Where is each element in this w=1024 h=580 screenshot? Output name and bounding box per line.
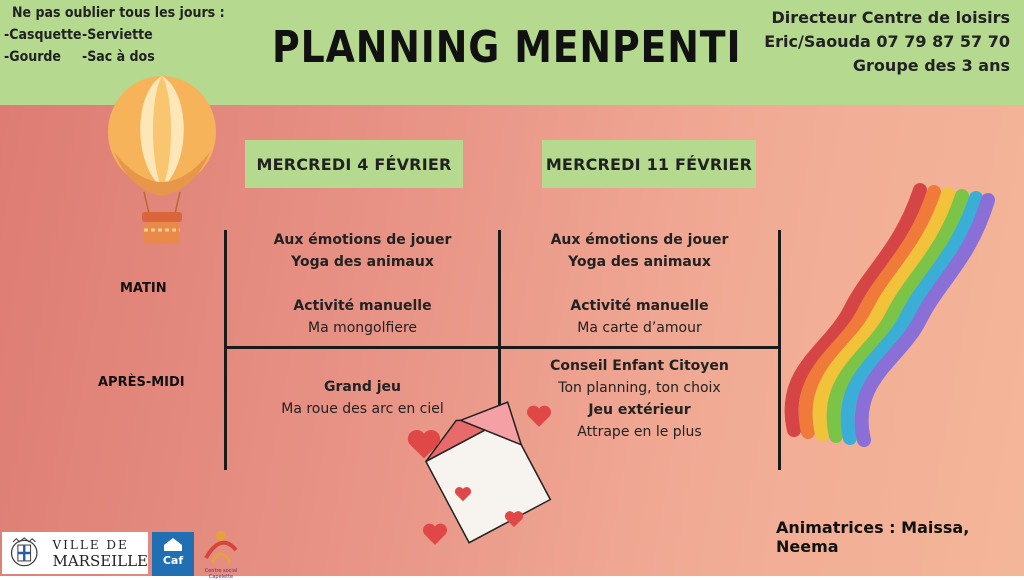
heart-icon — [504, 510, 524, 528]
reminder-item: -Gourde — [4, 49, 61, 65]
row-label-apres-midi: APRÈS-MIDI — [98, 375, 185, 390]
activity-detail: Ma carte d’amour — [577, 320, 702, 336]
director-info — [764, 6, 1010, 78]
activity-title: Conseil Enfant Citoyen — [550, 358, 729, 374]
grid-line-horizontal — [224, 346, 781, 349]
page-title: PLANNING MENPENTI — [272, 22, 742, 73]
activity-detail: Ma roue des arc en ciel — [281, 401, 444, 417]
heart-icon — [422, 522, 448, 546]
cell-matin-day2 — [501, 229, 778, 339]
logo-text: Centre social Capelette — [204, 568, 238, 580]
logo-text: VILLE DE — [52, 538, 129, 552]
animatrices-label: Animatrices : Maissa, Neema — [776, 518, 970, 556]
activity-title: Activité manuelle — [570, 298, 709, 314]
activity-detail: Ton planning, ton choix — [558, 380, 721, 396]
logo-text: Caf — [162, 554, 184, 567]
heart-icon — [406, 428, 442, 460]
logo-caf — [152, 532, 194, 576]
director-contact: Eric/Saouda 07 79 87 57 70 — [764, 32, 1010, 51]
activity-subtitle: Yoga des animaux — [568, 254, 711, 270]
activity-title: Aux émotions de jouer — [273, 232, 452, 248]
group-label: Groupe des 3 ans — [852, 56, 1010, 75]
activity-subtitle: Yoga des animaux — [291, 254, 434, 270]
marseille-crest-icon — [2, 533, 46, 573]
heart-icon — [526, 404, 552, 428]
centre-social-figure-icon — [196, 528, 246, 564]
activity-title: Aux émotions de jouer — [550, 232, 729, 248]
hot-air-balloon-icon — [104, 72, 220, 248]
cell-matin-day1 — [227, 229, 498, 339]
caf-house-icon — [162, 536, 184, 552]
day-header-1: MERCREDI 4 FÉVRIER — [245, 140, 463, 188]
activity-title: Jeu extérieur — [588, 402, 691, 418]
activity-title: Activité manuelle — [293, 298, 432, 314]
heart-icon — [454, 486, 472, 502]
logo-ville-de-marseille — [2, 532, 148, 574]
logo-text: MARSEILLE — [52, 552, 148, 570]
activity-detail: Ma mongolfiere — [307, 320, 418, 336]
reminder-item: -Sac à dos — [82, 49, 155, 65]
reminder-title: Ne pas oublier tous les jours : — [12, 5, 225, 21]
activity-title: Grand jeu — [324, 379, 401, 395]
reminder-row — [4, 24, 225, 46]
daily-reminder — [4, 2, 225, 68]
reminder-item: -Serviette — [82, 27, 153, 43]
reminder-item: -Casquette — [4, 27, 82, 43]
rainbow-ribbon-icon — [770, 170, 1000, 460]
activity-detail: Attrape en le plus — [577, 424, 702, 440]
director-line: Directeur Centre de loisirs — [771, 8, 1010, 27]
day-header-2: MERCREDI 11 FÉVRIER — [542, 140, 756, 188]
row-label-matin: MATIN — [120, 281, 167, 296]
logo-centre-social — [196, 528, 246, 580]
reminder-row — [4, 46, 225, 68]
